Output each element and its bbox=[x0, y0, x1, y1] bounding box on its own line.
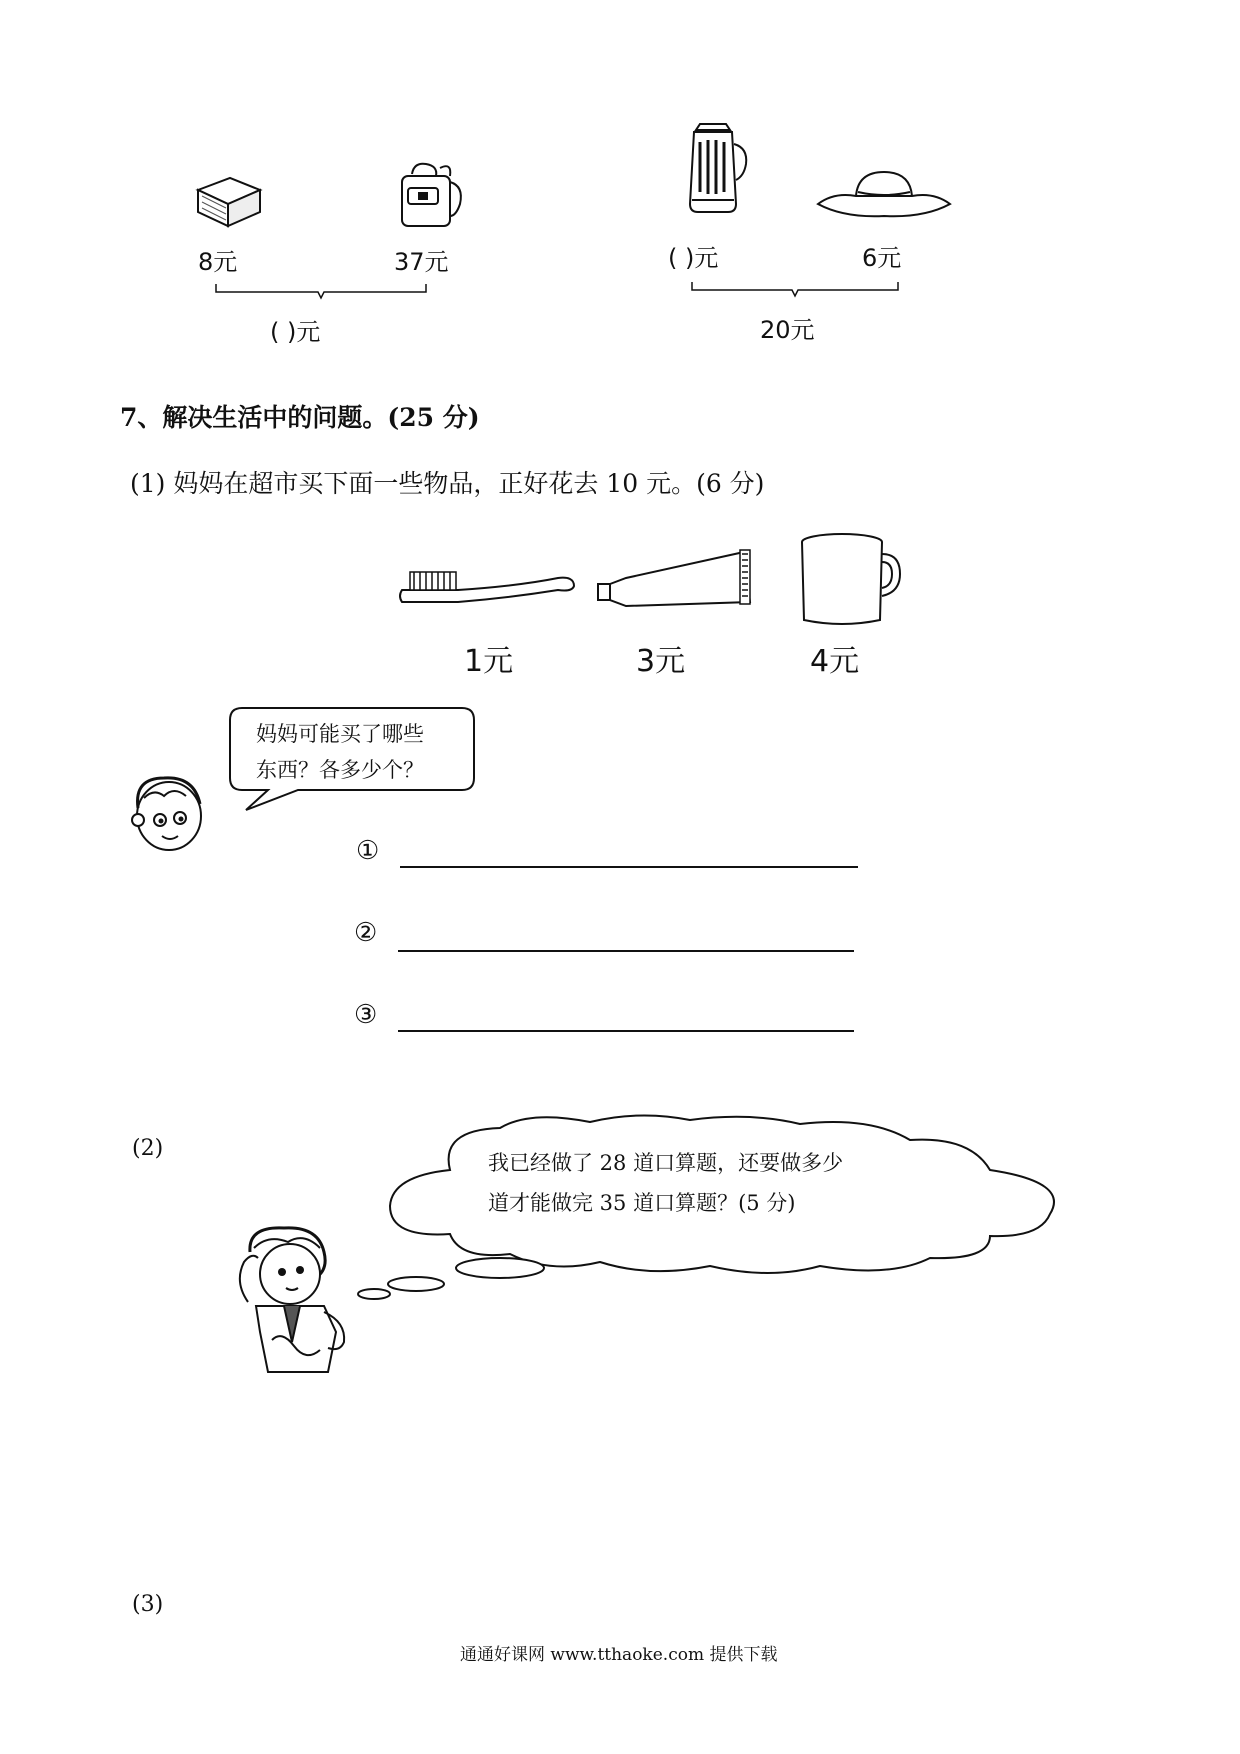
cup-illustration bbox=[796, 530, 906, 630]
book-illustration bbox=[190, 168, 270, 238]
answer-3-number: ③ bbox=[354, 1000, 378, 1030]
question-2-label: (2) bbox=[132, 1136, 164, 1161]
answer-2-number: ② bbox=[354, 918, 378, 948]
cup-price: 4元 bbox=[810, 644, 860, 679]
bubble-line-1: 妈妈可能买了哪些 bbox=[256, 722, 424, 746]
answer-2-line[interactable] bbox=[398, 950, 854, 952]
answer-1-line[interactable] bbox=[400, 866, 858, 868]
hat-price: 6元 bbox=[862, 244, 902, 272]
right-sum-brace bbox=[690, 280, 900, 300]
right-sum-price: 20元 bbox=[760, 316, 815, 344]
toothbrush-illustration bbox=[398, 560, 578, 610]
answer-3-line[interactable] bbox=[398, 1030, 854, 1032]
boy-thinking-illustration bbox=[228, 1222, 368, 1382]
book-price: 8元 bbox=[198, 248, 238, 276]
toothbrush-price: 1元 bbox=[464, 644, 514, 679]
page-footer: 通通好课网 www.tthaoke.com 提供下载 bbox=[460, 1645, 778, 1665]
toothpaste-illustration bbox=[594, 540, 754, 620]
cloud-line-1: 我已经做了 28 道口算题，还要做多少 bbox=[488, 1151, 844, 1175]
toothpaste-price: 3元 bbox=[636, 644, 686, 679]
bubble-line-2: 东西？各多少个？ bbox=[256, 758, 424, 782]
question-1-label: (1) 妈妈在超市买下面一些物品，正好花去 10 元。(6 分) bbox=[130, 469, 765, 498]
hat-illustration bbox=[814, 166, 954, 226]
backpack-illustration bbox=[390, 160, 470, 232]
question-3-label: (3) bbox=[132, 1592, 164, 1617]
section-7-title: 7、解决生活中的问题。(25 分) bbox=[120, 403, 480, 432]
left-sum-blank: ( )元 bbox=[270, 318, 321, 346]
cloud-line-2: 道才能做完 35 道口算题？(5 分) bbox=[488, 1191, 796, 1215]
answer-1-number: ① bbox=[356, 836, 380, 866]
thermos-illustration bbox=[680, 120, 750, 220]
thermos-price-blank: ( )元 bbox=[668, 244, 719, 272]
backpack-price: 37元 bbox=[394, 248, 449, 276]
left-sum-brace bbox=[214, 282, 428, 302]
child-face-illustration bbox=[124, 768, 214, 858]
